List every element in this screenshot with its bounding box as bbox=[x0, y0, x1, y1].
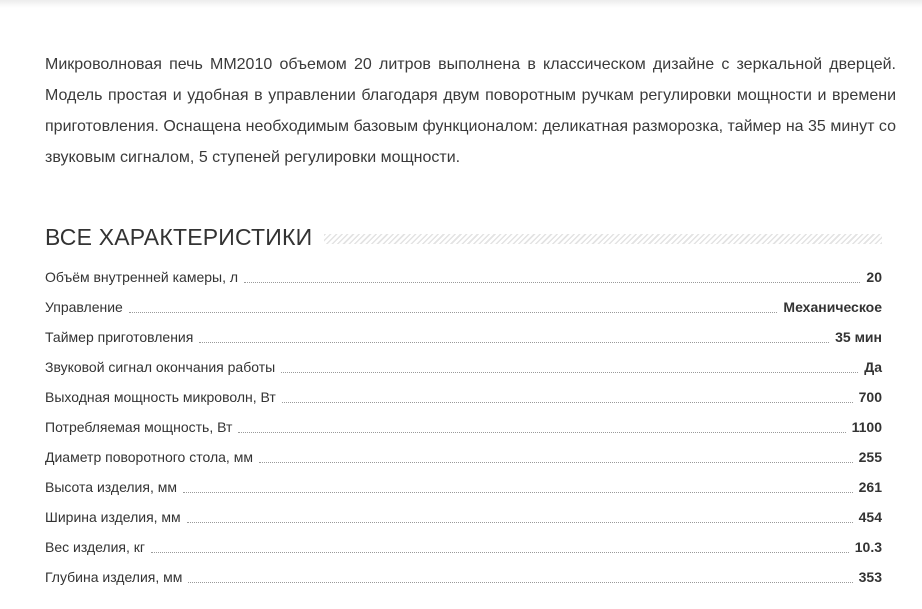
spec-dot-leader bbox=[187, 521, 853, 523]
spec-label: Управление bbox=[45, 299, 123, 315]
title-hatch-divider bbox=[324, 234, 882, 244]
spec-row bbox=[45, 352, 882, 382]
spec-dot-leader bbox=[151, 551, 849, 553]
spec-value: 10.3 bbox=[854, 539, 882, 555]
spec-row bbox=[45, 502, 882, 532]
spec-row bbox=[45, 292, 882, 322]
spec-row bbox=[45, 562, 882, 592]
spec-dot-leader bbox=[259, 461, 853, 463]
spec-dot-leader bbox=[281, 371, 858, 373]
spec-label: Потребляемая мощность, Вт bbox=[45, 419, 233, 435]
spec-dot-leader bbox=[199, 341, 829, 343]
specs-header bbox=[45, 222, 882, 252]
spec-row bbox=[45, 382, 882, 412]
spec-label: Вес изделия, кг bbox=[45, 539, 146, 555]
spec-value: 35 мин bbox=[835, 329, 882, 345]
spec-value: 454 bbox=[858, 509, 882, 525]
spec-value: Да bbox=[864, 359, 882, 375]
spec-label: Диаметр поворотного стола, мм bbox=[45, 449, 253, 465]
spec-label: Выходная мощность микроволн, Вт bbox=[45, 389, 276, 405]
spec-label: Глубина изделия, мм bbox=[45, 569, 183, 585]
spec-value: 700 bbox=[858, 389, 882, 405]
spec-row bbox=[45, 472, 882, 502]
spec-dot-leader bbox=[129, 311, 778, 313]
spec-dot-leader bbox=[183, 491, 853, 493]
product-description: Микроволновая печь MM2010 объемом 20 литров выполнена в классическом дизайне с зеркальной дверцей. Модель простая и удобная в управлении благодаря двум поворотным ручкам регулировки мощности и времени приготовления. Оснащена необходимым базовым функционалом: деликатная разморозка, таймер на 35 минут со звуковым сигналом, 5 ступеней регулировки мощности. bbox=[45, 56, 896, 166]
spec-row bbox=[45, 262, 882, 292]
spec-label: Таймер приготовления bbox=[45, 329, 194, 345]
spec-value: 20 bbox=[866, 269, 882, 285]
spec-label: Ширина изделия, мм bbox=[45, 509, 181, 525]
spec-value: Механическое bbox=[783, 299, 882, 315]
spec-row bbox=[45, 532, 882, 562]
spec-value: 255 bbox=[858, 449, 882, 465]
spec-label: Высота изделия, мм bbox=[45, 479, 177, 495]
spec-label: Объём внутренней камеры, л bbox=[45, 269, 239, 285]
spec-label: Звуковой сигнал окончания работы bbox=[45, 359, 276, 375]
spec-dot-leader bbox=[282, 401, 853, 403]
spec-row bbox=[45, 322, 882, 352]
spec-dot-leader bbox=[244, 281, 860, 283]
spec-dot-leader bbox=[238, 431, 845, 433]
spec-value: 261 bbox=[858, 479, 882, 495]
specs-title: ВСЕ ХАРАКТЕРИСТИКИ bbox=[45, 223, 313, 250]
spec-value: 353 bbox=[858, 569, 882, 585]
spec-value: 1100 bbox=[851, 419, 882, 435]
spec-dot-leader bbox=[188, 581, 852, 583]
spec-row bbox=[45, 442, 882, 472]
header-shadow bbox=[0, 0, 922, 8]
spec-row bbox=[45, 412, 882, 442]
specs-list bbox=[45, 262, 882, 592]
